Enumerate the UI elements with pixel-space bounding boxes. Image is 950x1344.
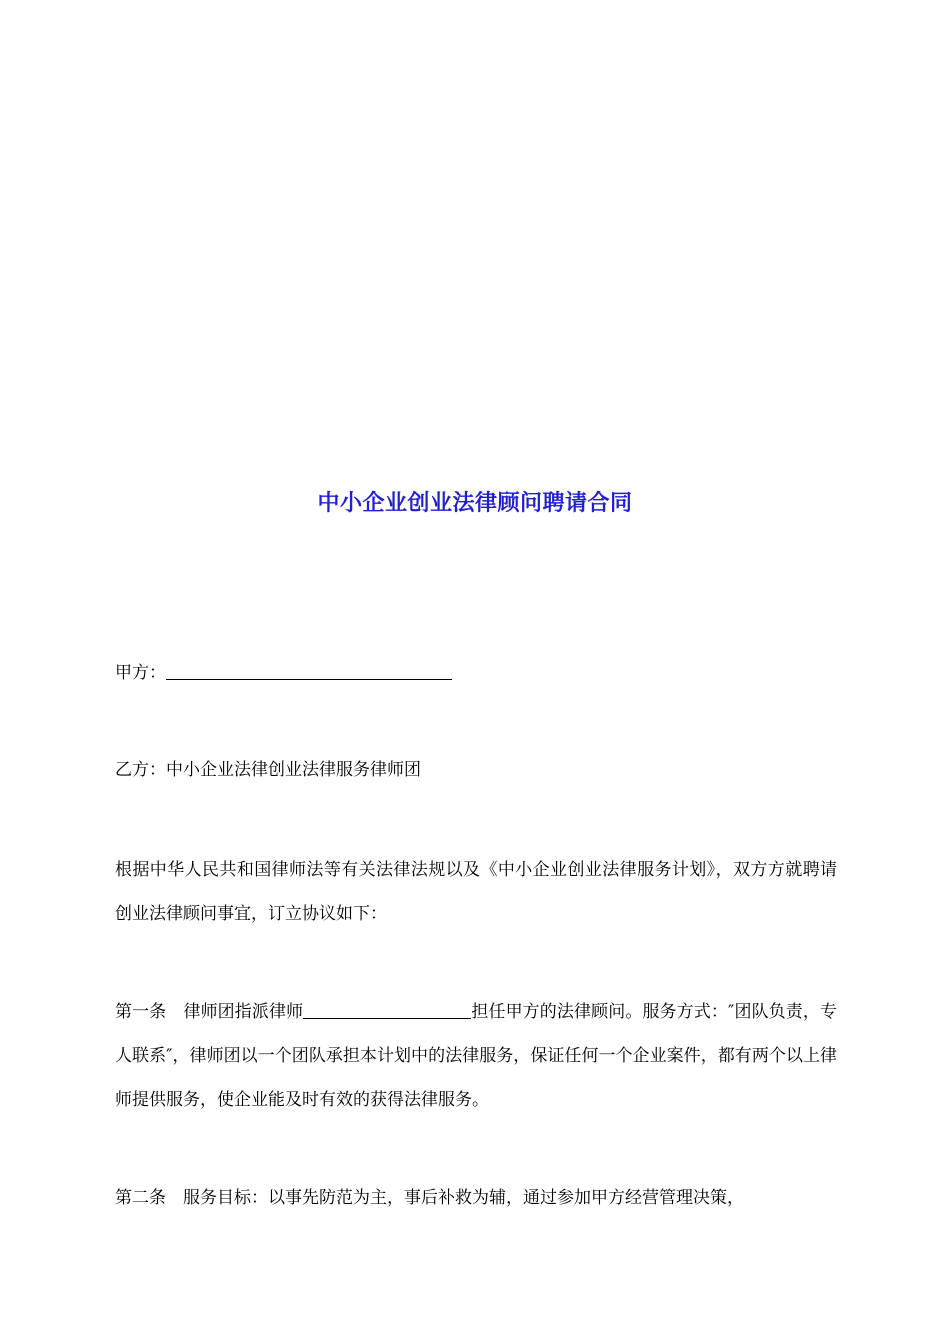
document-title: 中小企业创业法律顾问聘请合同 — [317, 490, 633, 516]
lawyer-name-blank — [303, 1000, 471, 1019]
article-2-text: 服务目标：以事先防范为主，事后补救为辅，通过参加甲方经营管理决策， — [183, 1188, 744, 1208]
article-1-heading: 第一条 — [115, 1002, 167, 1022]
party-a-line — [115, 651, 837, 695]
article-1-before-blank: 律师团指派律师 — [183, 1002, 304, 1022]
article-2-paragraph — [115, 1176, 837, 1220]
intro-text: 根据中华人民共和国律师法等有关法律法规以及《中小企业创业法律服务计划》，双方方就聘请创业法律顾问事宜，订立协议如下： — [115, 860, 837, 924]
article-1-paragraph — [115, 990, 837, 1122]
party-b-text: 乙方：中小企业法律创业法律服务律师团 — [115, 760, 421, 780]
article-2-heading: 第二条 — [115, 1188, 166, 1208]
party-a-blank — [166, 661, 452, 680]
party-a-label: 甲方： — [115, 663, 166, 683]
intro-paragraph — [115, 848, 837, 936]
party-b-line — [115, 748, 837, 792]
article-1-after-blank: 担任甲方的法律顾问。服务方式：″团队负责，专人联系″，律师团以一个团队承担本计划中的法律服务，保证任何一个企业案件，都有两个以上律师提供服务，使企业能及时有效的获得法律服务。 — [115, 1002, 838, 1110]
